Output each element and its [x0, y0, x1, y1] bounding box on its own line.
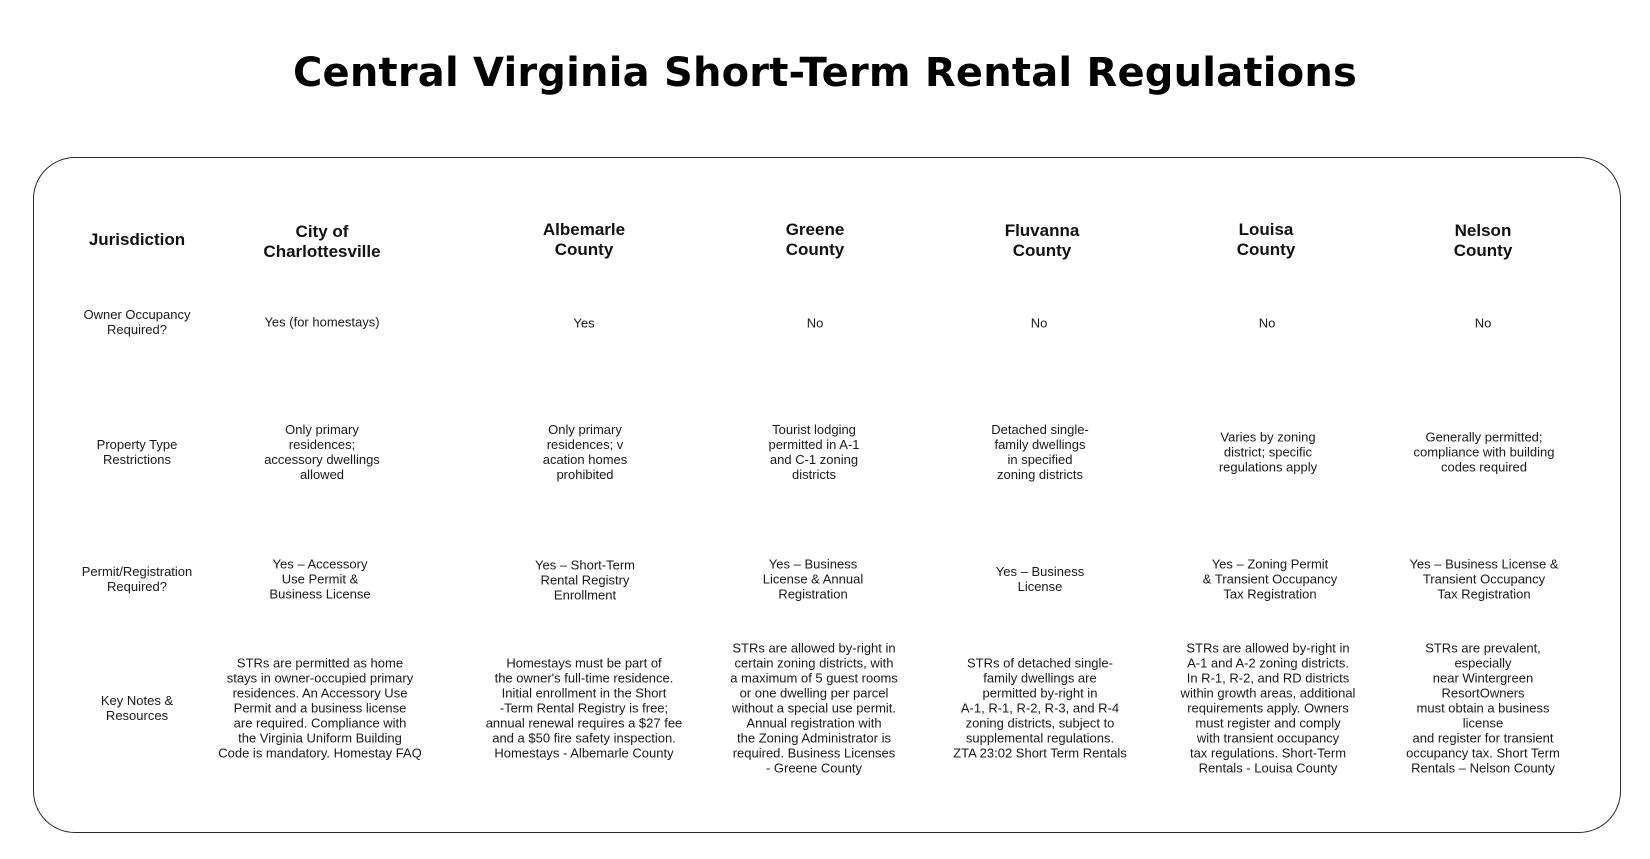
row-label-property-type: Property Type Restrictions — [96, 437, 178, 467]
row-label-permit-registration: Permit/Registration Required? — [81, 564, 193, 594]
cell-permit-louisa: Yes – Zoning Permit & Transient Occupancy Tax Registration — [1202, 556, 1338, 602]
header-louisa: Louisa County — [1236, 220, 1296, 259]
cell-owner-occupancy-charlottesville: Yes (for homestays) — [264, 314, 380, 330]
row-label-key-notes: Key Notes & Resources — [100, 693, 174, 723]
cell-permit-albemarle: Yes – Short-Term Rental Registry Enrollment — [535, 557, 635, 603]
cell-owner-occupancy-fluvanna: No — [1030, 315, 1048, 331]
header-jurisdiction: Jurisdiction — [88, 230, 186, 249]
header-charlottesville: City of Charlottesville — [263, 222, 381, 261]
header-greene: Greene County — [785, 220, 845, 259]
row-label-owner-occupancy: Owner Occupancy Required? — [83, 307, 191, 337]
cell-notes-nelson: STRs are prevalent, especially near Wintergreen ResortOwners must obtain a business license and register for transient occupancy tax. Short Term Rentals – Nelson County — [1406, 640, 1560, 776]
cell-property-type-albemarle: Only primary residences; v acation homes prohibited — [542, 422, 628, 482]
cell-permit-fluvanna: Yes – Business License — [995, 564, 1085, 594]
cell-property-type-charlottesville: Only primary residences; accessory dwellings allowed — [264, 422, 380, 482]
cell-owner-occupancy-louisa: No — [1258, 315, 1276, 331]
header-fluvanna: Fluvanna County — [1004, 221, 1080, 260]
cell-notes-louisa: STRs are allowed by-right in A-1 and A-2 zoning districts. In R-1, R-2, and RD districts within growth areas, additional requirements apply. Owners must register and comply with transient occupancy tax regulations. Short-Term Rentals - Louisa County — [1180, 640, 1356, 776]
cell-property-type-fluvanna: Detached single- family dwellings in specified zoning districts — [991, 422, 1089, 482]
cell-notes-greene: STRs are allowed by-right in certain zoning districts, with a maximum of 5 guest rooms or one dwelling per parcel without a special use permit. Annual registration with the Zoning Administrator is required. Business Licenses - Greene County — [730, 640, 898, 776]
cell-property-type-louisa: Varies by zoning district; specific regulations apply — [1218, 429, 1318, 475]
cell-permit-nelson: Yes – Business License & Transient Occupancy Tax Registration — [1409, 556, 1559, 602]
cell-owner-occupancy-albemarle: Yes — [573, 315, 595, 331]
header-nelson: Nelson County — [1453, 221, 1513, 260]
cell-owner-occupancy-nelson: No — [1474, 315, 1492, 331]
cell-property-type-nelson: Generally permitted; compliance with building codes required — [1413, 429, 1555, 475]
cell-permit-charlottesville: Yes – Accessory Use Permit & Business License — [269, 556, 371, 602]
cell-property-type-greene: Tourist lodging permitted in A-1 and C-1 zoning districts — [768, 422, 860, 482]
header-albemarle: Albemarle County — [542, 220, 626, 259]
cell-permit-greene: Yes – Business License & Annual Registration — [762, 556, 864, 602]
cell-notes-charlottesville: STRs are permitted as home stays in owner-occupied primary residences. An Accessory Use Permit and a business license are required. Compliance with the Virginia Uniform Building Code is mandatory. Homestay FAQ — [218, 655, 422, 761]
cell-notes-fluvanna: STRs of detached single- family dwellings are permitted by-right in A-1, R-1, R-2, R-3, and R-4 zoning districts, subject to supplemental regulations. ZTA 23:02 Short Term Rentals — [953, 655, 1127, 761]
cell-owner-occupancy-greene: No — [806, 315, 824, 331]
cell-notes-albemarle: Homestays must be part of the owner's full-time residence. Initial enrollment in the Short -Term Rental Registry is free; annual renewal requires a $27 fee and a $50 fire safety inspection. Homestays - Albemarle County — [485, 655, 683, 761]
page-title: Central Virginia Short-Term Rental Regulations — [292, 50, 1358, 96]
